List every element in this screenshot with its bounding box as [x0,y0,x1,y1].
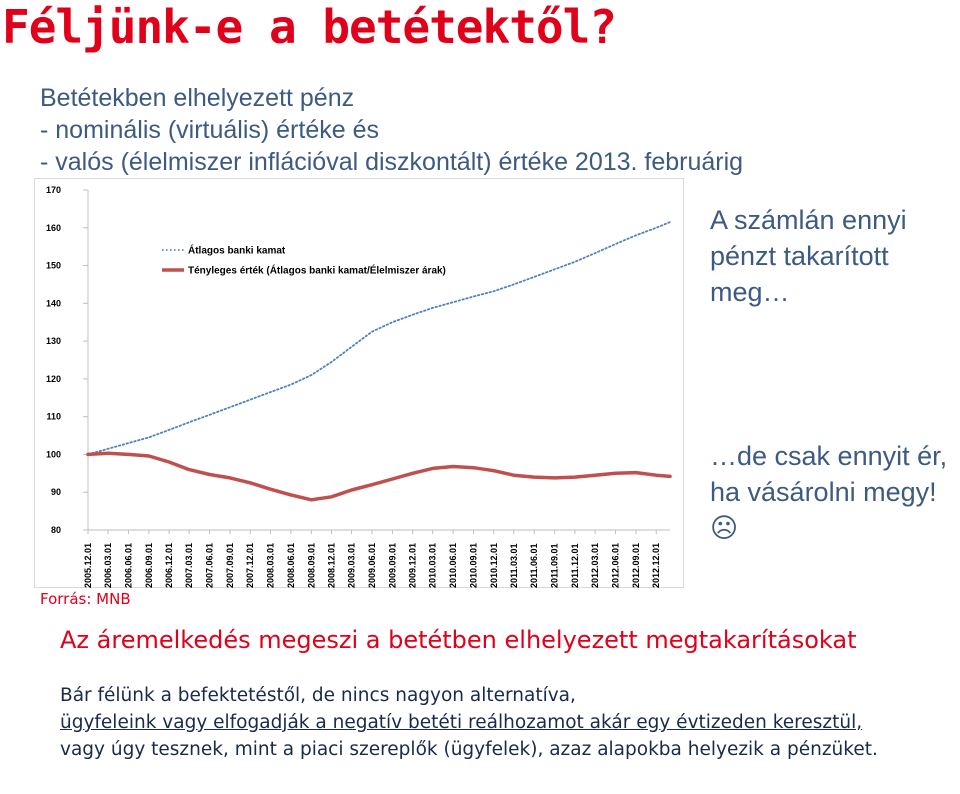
y-tick-label: 110 [46,411,61,422]
x-tick-label: 2012.12.01 [651,542,662,588]
x-tick-label: 2012.03.01 [590,542,601,588]
page-title: Féljünk-e a betétektől? [2,0,616,54]
body-text [60,682,878,763]
x-tick-label: 2008.06.01 [285,542,296,588]
chart-frame [35,179,684,588]
legend-label: Tényleges érték (Átlagos banki kamat/Élelmiszer árak) [188,265,446,277]
x-tick-label: 2006.03.01 [103,542,113,588]
note-nominal: A számlán ennyi pénzt takarított meg… [710,205,907,307]
subtitle-line: - nominális (virtuális) értéke és [40,116,379,144]
x-tick-label: 2009.03.01 [346,542,357,588]
x-tick-label: 2010.09.01 [468,542,479,588]
x-tick-label: 2007.03.01 [184,542,195,588]
x-tick-label: 2010.06.01 [448,542,459,588]
x-tick-label: 2008.12.01 [326,542,337,588]
series-layer [88,222,670,500]
series-nominal-line [88,222,670,454]
line-chart [34,178,684,588]
x-tick-label: 2011.06.01 [529,543,540,588]
body-line: Bár félünk a befektetéstől, de nincs nagyon alternatíva, [60,685,576,706]
series-real-line [88,453,670,500]
subtitle-line: Betétekben elhelyezett pénz [40,84,355,112]
x-axis [83,530,661,588]
x-tick-label: 2009.09.01 [387,542,398,588]
y-tick-label: 120 [45,373,61,384]
x-tick-label: 2011.03.01 [508,543,519,588]
y-tick-label: 100 [45,449,61,460]
x-tick-label: 2012.06.01 [610,542,621,588]
subtitle-line: - valós (élelmiszer inflációval diszkontált) értéke 2013. februárig [40,148,744,176]
y-tick-label: 170 [45,185,61,195]
y-tick-label: 80 [50,525,61,535]
x-tick-label: 2007.06.01 [204,542,215,588]
y-tick-label: 160 [45,222,61,233]
x-tick-label: 2006.12.01 [164,542,175,588]
x-tick-label: 2008.03.01 [265,542,276,588]
x-tick-label: 2009.06.01 [367,542,377,588]
x-tick-label: 2011.12.01 [569,543,580,588]
x-tick-label: 2005.12.01 [83,542,93,588]
x-tick-label: 2012.09.01 [631,542,641,588]
x-tick-label: 2009.12.01 [407,542,418,588]
x-tick-label: 2007.09.01 [225,542,235,588]
headline: Az áremelkedés megeszi a betétben elhelyezett megtakarításokat [60,626,857,654]
y-tick-label: 90 [50,487,61,498]
y-tick-label: 150 [45,260,61,271]
source-label: Forrás: MNB [40,590,131,608]
x-tick-label: 2008.09.01 [306,542,317,588]
x-tick-label: 2006.06.01 [123,542,134,588]
legend-label: Átlagos banki kamat [188,245,286,257]
chart-legend [162,244,446,277]
x-tick-label: 2007.12.01 [245,542,256,588]
body-line: vagy úgy tesznek, mint a piaci szereplők (ügyfelek), azaz alapokba helyezik a pénzüket. [60,739,878,760]
note-real: …de csak ennyit ér, ha vásárolni megy! ☹ [710,441,948,543]
x-tick-label: 2010.03.01 [427,542,438,588]
x-tick-label: 2010.12.01 [488,542,499,588]
y-tick-label: 140 [45,298,61,309]
body-line: ügyfeleink vagy elfogadják a negatív betéti reálhozamot akár egy évtizeden keresztül, [60,712,863,733]
y-tick-label: 130 [45,336,61,347]
x-tick-label: 2011.09.01 [549,543,560,588]
y-axis [35,179,684,588]
x-tick-label: 2006.09.01 [143,542,154,588]
chart-description [40,82,743,178]
